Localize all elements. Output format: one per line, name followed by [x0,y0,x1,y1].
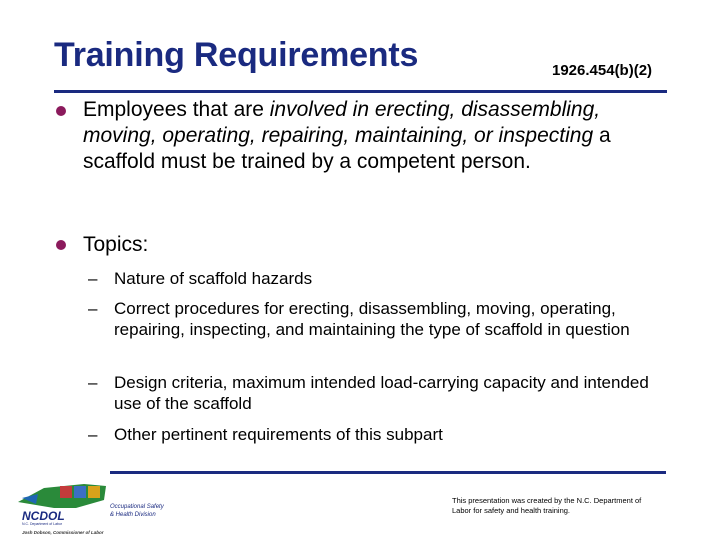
topic-text: Nature of scaffold hazards [114,269,313,288]
bullet-employees-emphasis: involved in erecting, disassembling, moving, operating, repairing, maintaining, or inspecting [83,98,601,147]
bullet-dot [56,106,66,116]
dash-marker: – [88,373,98,392]
logo-division-line1: Occupational Safety [110,504,164,510]
worker-icon [60,486,72,498]
logo-division-line2: & Health Division [110,512,156,518]
ncdol-logo [14,478,204,536]
footer-credit: This presentation was created by the N.C. Department of Labor for safety and health training. [452,496,642,515]
dash-marker: – [88,425,98,444]
topic-text: Other pertinent requirements of this subpart [114,425,443,444]
logo-agency-sub: N.C. Department of Labor [22,522,63,526]
title-divider [54,90,667,93]
bullet-topics: Topics: [83,233,149,256]
topic-text: Design criteria, maximum intended load-carrying capacity and intended use of the scaffold [114,373,649,413]
footer-divider [110,471,666,474]
worker-icon [74,486,86,498]
logo-agency: NCDOL [22,509,65,523]
bullet-dot [56,240,66,250]
logo-commissioner: Josh Dobson, Commissioner of Labor [22,530,104,535]
standard-reference: 1926.454(b)(2) [552,62,653,79]
bullet-employees-suffix: a scaffold must be trained by a competent person. [83,124,611,173]
worker-icon [88,486,100,498]
bullet-employees-prefix: Employees that are [83,98,270,121]
bullet-employees [83,97,663,175]
topic-text: Correct procedures for erecting, disassembling, moving, operating, repairing, inspecting, and maintaining the type of scaffold in question [114,299,630,339]
dash-marker: – [88,299,98,318]
slide-title: Training Requirements [54,36,419,74]
dash-marker: – [88,269,98,288]
